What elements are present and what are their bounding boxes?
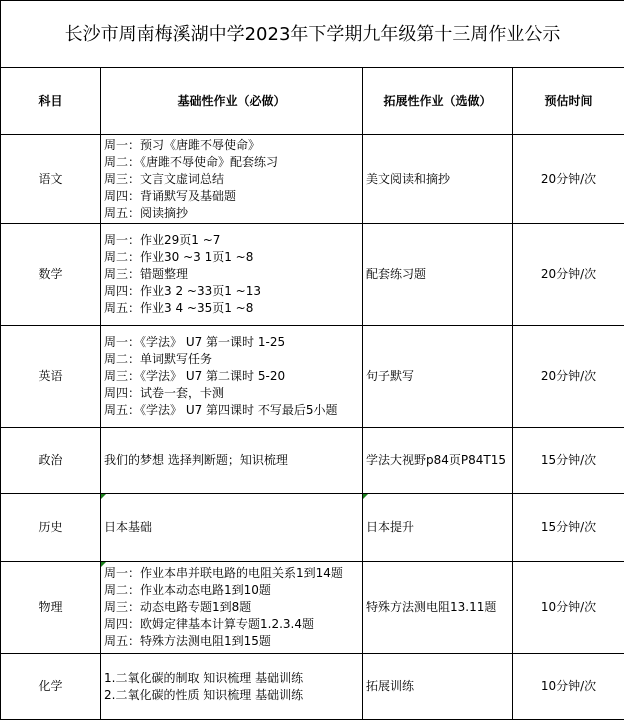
time-cell: 15分钟/次 xyxy=(513,494,624,562)
extended-cell: 拓展训练 xyxy=(363,654,513,720)
subject-cell: 英语 xyxy=(1,326,101,428)
basic-line: 周五：阅读摘抄 xyxy=(104,205,189,220)
subject-cell: 历史 xyxy=(1,494,101,562)
extended-cell: 句子默写 xyxy=(363,326,513,428)
subject-cell: 化学 xyxy=(1,654,101,720)
table-row xyxy=(1,494,624,562)
time-cell: 20分钟/次 xyxy=(513,326,624,428)
basic-line: 周五：作业3 4 ~35页1 ~8 xyxy=(104,301,254,315)
basic-line: 周四：试卷一套，卡测 xyxy=(104,386,225,400)
basic-line: 周一：作业本串并联电路的电阻关系1到14题 xyxy=(104,566,343,580)
basic-line: 2.二氧化碳的性质 知识梳理 基础训练 xyxy=(104,687,304,702)
basic-cell xyxy=(101,494,363,562)
subject-cell: 数学 xyxy=(1,224,101,326)
header-subject: 科目 xyxy=(1,68,101,135)
extended-cell: 配套练习题 xyxy=(363,224,513,326)
basic-line: 周五：特殊方法测电阻1到15题 xyxy=(104,634,271,648)
time-cell: 10分钟/次 xyxy=(513,654,624,720)
table-row xyxy=(1,428,624,494)
time-cell: 20分钟/次 xyxy=(513,224,624,326)
basic-line: 周三：动态电路专题1到8题 xyxy=(104,600,252,614)
basic-line: 周三：文言文虚词总结 xyxy=(104,171,225,186)
basic-line: 我们的梦想 选择判断题；知识梳理 xyxy=(104,453,288,467)
basic-cell xyxy=(101,326,363,428)
subject-cell: 政治 xyxy=(1,428,101,494)
basic-line: 周五：《学法》 U7 第四课时 不写最后5小题 xyxy=(104,403,338,417)
basic-cell xyxy=(101,135,363,224)
page-title: 长沙市周南梅溪湖中学2023年下学期九年级第十三周作业公示 xyxy=(1,1,624,68)
basic-cell xyxy=(101,654,363,720)
basic-line: 周三：《学法》 U7 第二课时 5-20 xyxy=(104,369,286,383)
table-row xyxy=(1,224,624,326)
time-cell: 20分钟/次 xyxy=(513,135,624,224)
basic-line: 周四：欧姆定律基本计算专题1.2.3.4题 xyxy=(104,617,314,631)
table-row xyxy=(1,326,624,428)
basic-line: 周一：《学法》 U7 第一课时 1-25 xyxy=(104,335,286,349)
table-row xyxy=(1,654,624,720)
title-row xyxy=(1,1,624,68)
basic-line: 周四：背诵默写及基础题 xyxy=(104,188,237,203)
extended-cell: 学法大视野p84页P84T15 xyxy=(363,428,513,494)
basic-line: 周一：预习《唐雎不辱使命》 xyxy=(104,137,261,152)
header-row xyxy=(1,68,624,135)
header-extended: 拓展性作业（选做） xyxy=(363,68,513,135)
basic-line: 周四：作业3 2 ~33页1 ~13 xyxy=(104,284,261,298)
basic-line: 周一：作业29页1 ~7 xyxy=(104,233,221,247)
basic-line: 周二：《唐雎不辱使命》配套练习 xyxy=(104,154,279,169)
extended-cell: 特殊方法测电阻13.11题 xyxy=(363,562,513,654)
table-row xyxy=(1,135,624,224)
extended-cell: 日本提升 xyxy=(363,494,513,562)
time-cell: 10分钟/次 xyxy=(513,562,624,654)
basic-cell xyxy=(101,562,363,654)
table-row xyxy=(1,562,624,654)
basic-cell xyxy=(101,224,363,326)
header-basic: 基础性作业（必做） xyxy=(101,68,363,135)
extended-cell: 美文阅读和摘抄 xyxy=(363,135,513,224)
basic-cell xyxy=(101,428,363,494)
subject-cell: 物理 xyxy=(1,562,101,654)
basic-line: 周二：单词默写任务 xyxy=(104,352,213,366)
basic-line: 1.二氧化碳的制取 知识梳理 基础训练 xyxy=(104,670,304,685)
header-time: 预估时间 xyxy=(513,68,624,135)
basic-line: 周三：错题整理 xyxy=(104,267,189,281)
subject-cell: 语文 xyxy=(1,135,101,224)
time-cell: 15分钟/次 xyxy=(513,428,624,494)
basic-line: 周二：作业本动态电路1到10题 xyxy=(104,583,271,597)
basic-line: 日本基础 xyxy=(104,520,153,534)
basic-line: 周二：作业30 ~3 1页1 ~8 xyxy=(104,250,254,264)
